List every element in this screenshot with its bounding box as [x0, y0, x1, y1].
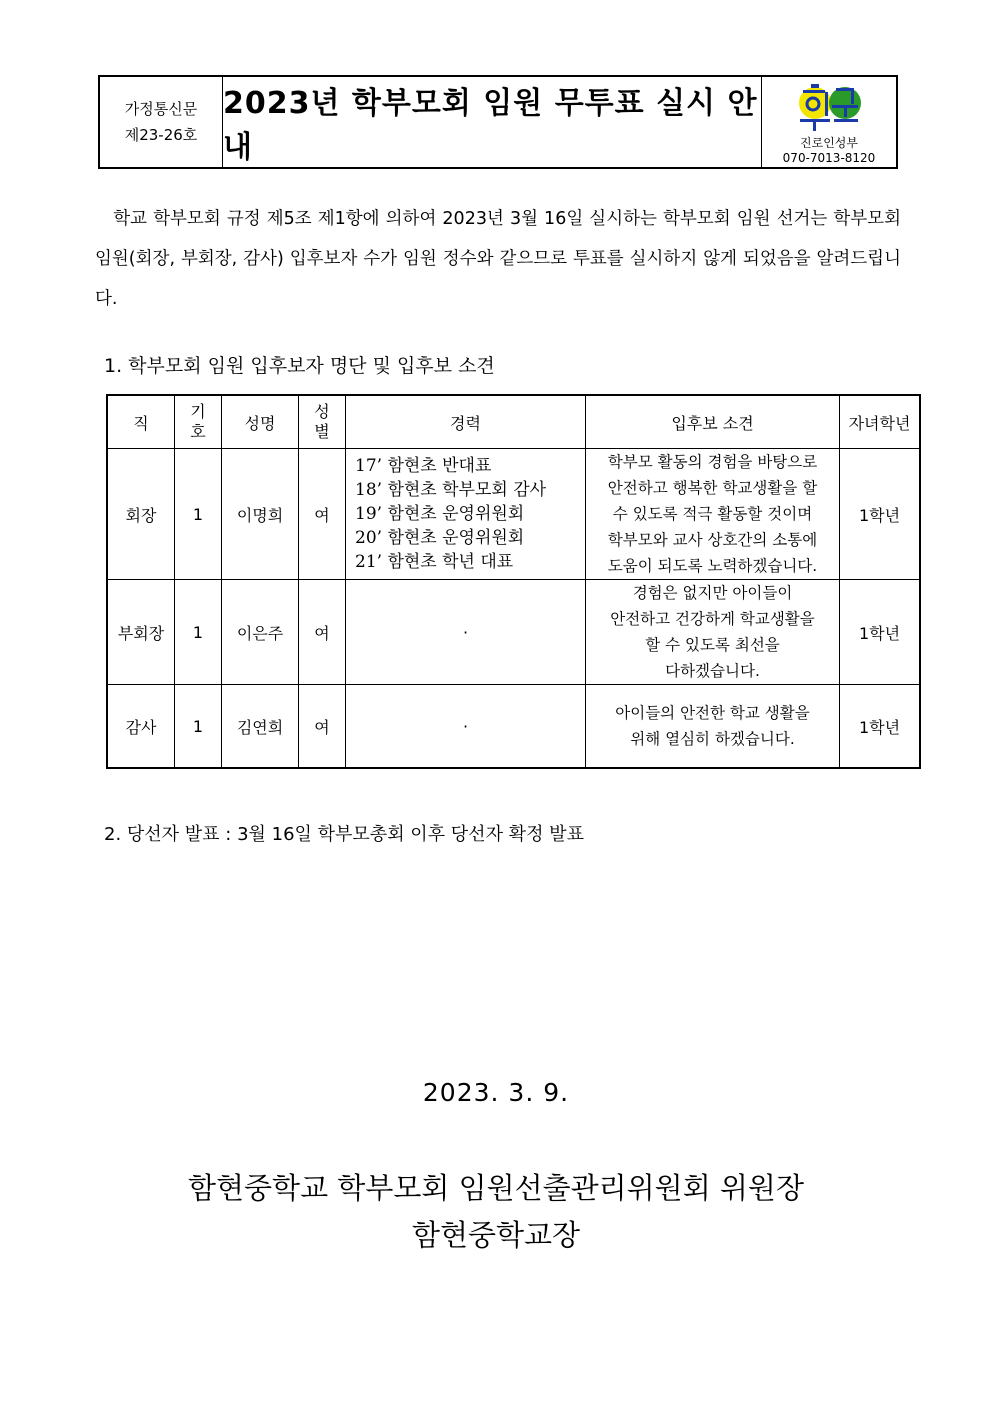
doc-number: 제23-26호: [124, 126, 198, 144]
cell-name: 김연희: [222, 685, 299, 769]
cell-name: 이명희: [222, 449, 299, 580]
header-history: 경력: [346, 395, 586, 449]
cell-gender: 여: [299, 685, 346, 769]
cell-position: 감사: [107, 685, 175, 769]
cell-history: ·: [346, 685, 586, 769]
signature-committee: 함현중학교 학부모회 임원선출관리위원회 위원장: [188, 1171, 804, 1205]
remarks-line: 학부모와 교사 상호간의 소통에: [607, 531, 818, 549]
dept-phone: 070-7013-8120: [782, 151, 876, 165]
cell-history: [346, 449, 586, 580]
remarks-line: 다하겠습니다.: [665, 662, 760, 680]
header-gender: [299, 395, 346, 449]
doc-id-cell: [100, 77, 223, 167]
school-logo: [798, 83, 862, 133]
cell-gender: 여: [299, 580, 346, 685]
header-box: [98, 75, 898, 169]
page-title: 2023년 학부모회 임원 무투표 실시 안내: [223, 86, 758, 165]
issue-date: 2023. 3. 9.: [422, 1078, 570, 1107]
intro-paragraph: [95, 199, 901, 319]
candidates-table: [106, 394, 921, 769]
cell-remarks: [586, 449, 840, 580]
section2-heading: 2. 당선자 발표 : 3월 16일 학부모총회 이후 당선자 확정 발표: [104, 824, 584, 845]
remarks-line: 할 수 있도록 최선을: [645, 636, 780, 654]
cell-grade: 1학년: [840, 685, 921, 769]
table-row: [107, 449, 920, 580]
remarks-line: 안전하고 건강하게 학교생활을: [610, 610, 815, 628]
section1-heading: 1. 학부모회 임원 입후보자 명단 및 입후보 소견: [104, 355, 495, 377]
table-row: [107, 685, 920, 769]
remarks-line: 위해 열심히 하겠습니다.: [630, 730, 795, 748]
history-line: 18’ 함현초 학부모회 감사: [355, 480, 547, 500]
logo-cell: [761, 77, 896, 167]
header-grade: 자녀학년: [840, 395, 921, 449]
header-remarks: 입후보 소견: [586, 395, 840, 449]
header-number-bottom: 호: [190, 422, 206, 441]
cell-grade: 1학년: [840, 449, 921, 580]
doc-type: 가정통신문: [124, 100, 198, 118]
cell-position: 부회장: [107, 580, 175, 685]
cell-position: 회장: [107, 449, 175, 580]
header-number-top: 기: [190, 402, 206, 421]
cell-remarks: [586, 685, 840, 769]
intro-text: 학교 학부모회 규정 제5조 제1항에 의하여 2023년 3월 16일 실시하는 학부모회 임원 선거는 학부모회 임원(회장, 부회장, 감사) 입후보자 수가 임원 정수와 같으므로 투표를 실시하지 않게 되었음을 알려드립니다.: [95, 209, 901, 309]
cell-number: 1: [175, 580, 222, 685]
cell-grade: 1학년: [840, 580, 921, 685]
dept-name: 진로인성부: [800, 136, 858, 150]
header-gender-top: 성: [314, 402, 330, 421]
table-header-row: [107, 395, 920, 449]
header-gender-bottom: 별: [314, 422, 330, 441]
history-line: 21’ 함현초 학년 대표: [355, 552, 514, 572]
remarks-line: 도움이 되도록 노력하겠습니다.: [607, 557, 818, 575]
header-number: [175, 395, 222, 449]
header-position: 직: [107, 395, 175, 449]
header-name: 성명: [222, 395, 299, 449]
remarks-line: 학부모 활동의 경험을 바탕으로: [607, 453, 818, 471]
history-line: 17’ 함현초 반대표: [355, 456, 492, 476]
cell-number: 1: [175, 449, 222, 580]
cell-name: 이은주: [222, 580, 299, 685]
history-line: 19’ 함현초 운영위원회: [355, 504, 525, 524]
remarks-line: 아이들의 안전한 학교 생활을: [615, 704, 810, 722]
history-line: 20’ 함현초 운영위원회: [355, 528, 525, 548]
remarks-line: 안전하고 행복한 학교생활을 할: [607, 479, 818, 497]
signature-principal: 함현중학교장: [411, 1218, 581, 1252]
remarks-line: 수 있도록 적극 활동할 것이며: [612, 505, 813, 523]
cell-history: ·: [346, 580, 586, 685]
table-row: [107, 580, 920, 685]
cell-number: 1: [175, 685, 222, 769]
cell-remarks: [586, 580, 840, 685]
remarks-line: 경험은 없지만 아이들이: [632, 584, 793, 602]
cell-gender: 여: [299, 449, 346, 580]
